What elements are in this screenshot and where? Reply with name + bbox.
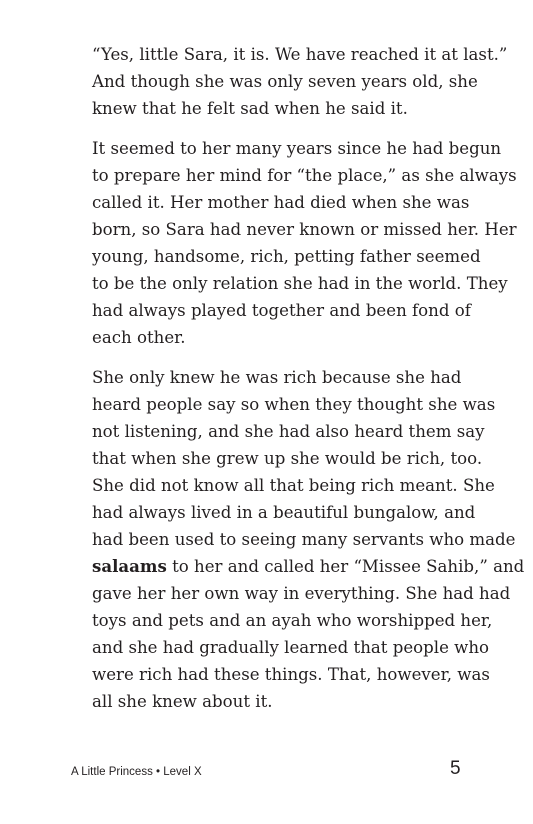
text-line: to be the only relation she had in the world. They	[92, 274, 508, 293]
text-line: toys and pets and an ayah who worshipped her,	[92, 611, 493, 630]
paragraph-2	[70, 135, 517, 351]
text-line: gave her her own way in everything. She had had	[92, 584, 511, 603]
body-text	[70, 41, 525, 728]
footer-book-info	[71, 766, 202, 778]
text-line: had been used to seeing many servants who made	[92, 530, 516, 549]
glossary-word: salaams	[92, 556, 167, 576]
text-line: And though she was only seven years old, she	[92, 72, 478, 91]
paragraph-1	[70, 41, 508, 122]
text-line-with-glossary-word	[70, 553, 525, 580]
footer-book-title: A Little Princess	[71, 766, 153, 778]
text-line: She only knew he was rich because she had	[92, 368, 462, 387]
text-line: that when she grew up she would be rich, too.	[92, 449, 483, 468]
text-line: all she knew about it.	[92, 692, 273, 711]
text-line: heard people say so when they thought she was	[92, 395, 496, 414]
text-line: to prepare her mind for “the place,” as she always	[92, 166, 517, 185]
text-line: and she had gradually learned that people who	[92, 638, 490, 657]
text-line: It seemed to her many years since he had begun	[92, 139, 502, 158]
text-line: had always lived in a beautiful bungalow, and	[92, 503, 476, 522]
text-line: young, handsome, rich, petting father seemed	[92, 247, 481, 266]
text-line: not listening, and she had also heard them say	[92, 422, 485, 441]
text-line: called it. Her mother had died when she was	[92, 193, 470, 212]
text-line: “Yes, little Sara, it is. We have reached it at last.”	[92, 45, 508, 64]
text-line: were rich had these things. That, however, was	[92, 665, 490, 684]
footer-separator: •	[156, 766, 161, 778]
text-line: each other.	[92, 328, 186, 347]
text-line: She did not know all that being rich meant. She	[92, 476, 495, 495]
footer-level: Level X	[163, 766, 202, 778]
paragraph-3	[70, 364, 525, 715]
text-line-rest: to her and called her “Missee Sahib,” and	[166, 557, 525, 576]
text-line: knew that he felt sad when he said it.	[92, 99, 408, 118]
text-line: had always played together and been fond of	[92, 301, 471, 320]
page-number: 5	[450, 758, 461, 779]
text-line: born, so Sara had never known or missed her. Her	[92, 220, 517, 239]
